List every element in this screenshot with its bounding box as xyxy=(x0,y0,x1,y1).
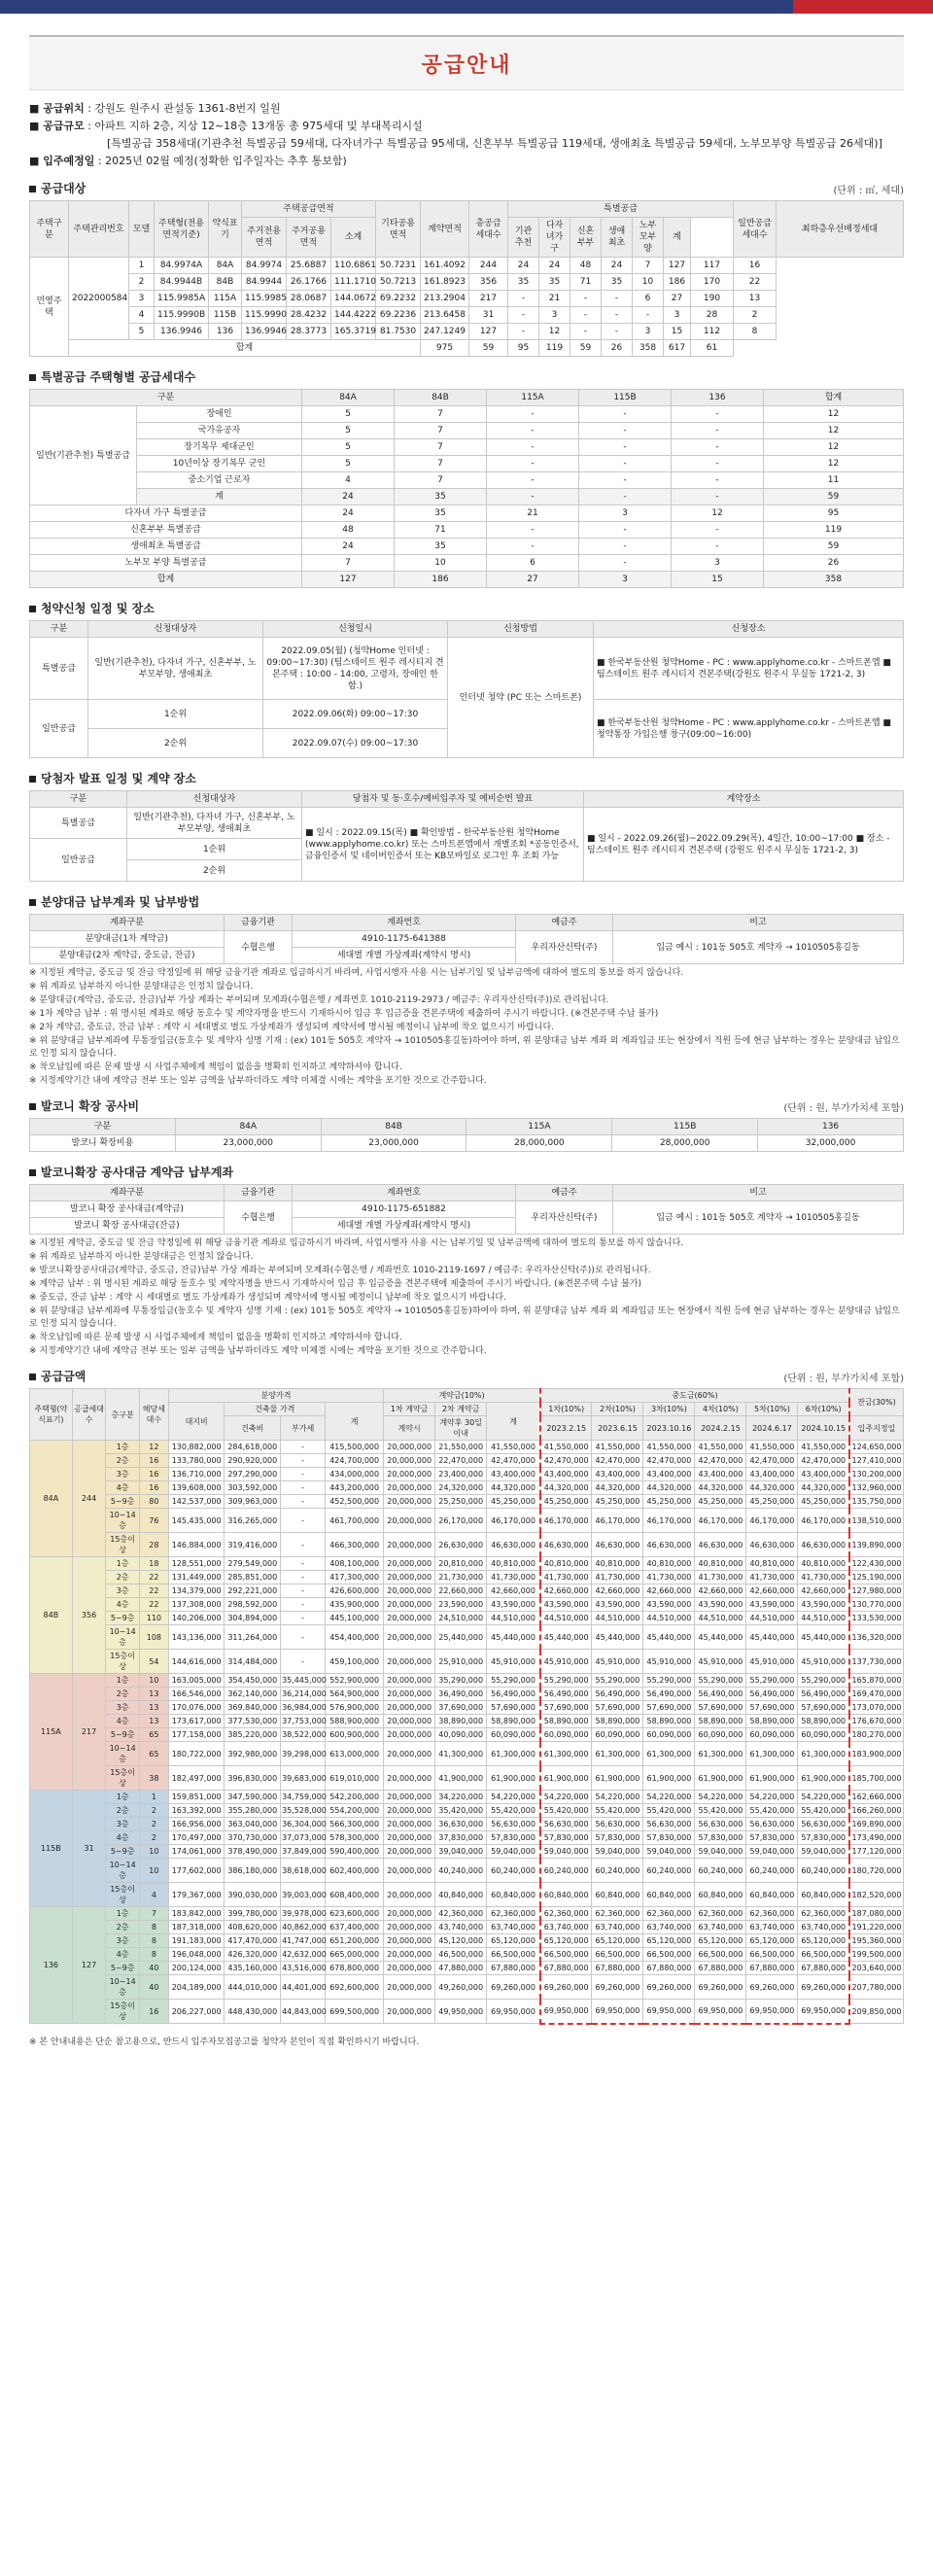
column-header: 계 xyxy=(664,218,691,258)
table-row: 115A 217 1층 10 163,005,000 354,450,000 35,445,000 552,900,000 20,000,000 35,290,000 55,290,000 55,290,000 55,290,000 55,290,000 55,290,000 55,290,000 55,290,000 165,870,000 xyxy=(30,1674,904,1688)
table-row: 2 84.9944B 84B 84.9944 26.1766 111.1710 50.7213 161.8923 356 35 35 71 35 10 186 170 22 xyxy=(30,274,904,291)
application-schedule-table: 구분 신청대상자 신청일시 신청방법 신청장소 특별공급 일반(기관추천), 다자녀 가구, 신혼부부, 노부모부양, 생애최초 2022.09.05(월) (청약Home 인터넷 : 09:00~17:30) (팀스테이트 원주 레시티지 견본주택 : 10:00 - 14:00, 고령자, 장애인 한함.) 인터넷 청약 (PC 또는 스마트폰) ■ 한국부동산원 청약Home - PC : www.applyhome.co.kr - 스마트폰앱 ■ 팀스테이트 원주 레시티지 견본주택(강원도 원주시 무실동 1721-2, 3) 일반공급 1순위 2022.09.06(화) 09:00~17:30 ■ 한국부동산원 청약Home - PC : www.applyhome.co.kr - 스마트폰앱 ■ 청약통장 가입은행 창구(09:00~16:00) 2순위 2022.09.07(수) 09:00~17:30 xyxy=(29,620,904,758)
group-label: 일반(기관추천) 특별공급 xyxy=(30,406,137,505)
note-line: ※ 위 분양대금 납부계좌에 무통장입금(동호수 및 계약자 성명 기재 : (ex) 101동 505호 계약자 → 1010505홍길동)하여야 하며, 위 분양대금 납부 계좌 외 계좌입금 또는 현장에서 직원 등에 현금 납부하는 경우는 분양대금 납입으로 인정 되지 않습니다. xyxy=(29,1306,900,1329)
table-row: 10~14층 108 143,136,000 311,264,000 - 454,400,000 20,000,000 25,440,000 45,440,000 45,440,000 45,440,000 45,440,000 45,440,000 45,440,000 45,440,000 136,320,000 xyxy=(30,1625,904,1650)
note-line: ※ 지정계약기간 내에 계약금 전부 또는 일부 금액을 납부하더라도 계약 미체결 시에는 계약을 포기한 것으로 간주합니다. xyxy=(29,1076,487,1086)
unit-count: 217 xyxy=(72,1674,106,1791)
column-header: 2024.2.15 xyxy=(695,1416,746,1441)
special-supply-section xyxy=(29,368,904,588)
note-line: ※ 지정된 계약금, 중도금 및 잔금 약정일에 위 해당 금융기관 계좌로 입금하시기 바라며, 사업시행자 사용 시는 납부기일 및 납부금액에 대하여 별도의 통보를 하지 않습니다. xyxy=(29,968,684,978)
column-header: 5차(10%) xyxy=(746,1403,798,1416)
title-box xyxy=(29,35,904,90)
table-row: 3층 13 170,076,000 369,840,000 36,984,000 576,900,000 20,000,000 37,690,000 57,690,000 57,690,000 57,690,000 57,690,000 57,690,000 57,690,000 57,690,000 173,070,000 xyxy=(30,1701,904,1715)
note-line: ※ 2차 계약금, 중도금, 잔금 납부 : 계약 시 세대별로 별도 가상계좌가 생성되며 계약서에 명시될 예정이니 납부에 착오 없으시기 바랍니다. xyxy=(29,1023,555,1032)
column-header: 주거전용면적 xyxy=(242,218,287,258)
supply-target-section xyxy=(29,180,904,357)
column-header: 건축물 가격 xyxy=(225,1403,326,1416)
table-row: 5~9층 80 142,537,000 309,963,000 - 452,500,000 20,000,000 25,250,000 45,250,000 45,250,000 45,250,000 45,250,000 45,250,000 45,250,000 45,250,000 135,750,000 xyxy=(30,1495,904,1509)
table-row: 2층 22 131,449,000 285,851,000 - 417,300,000 20,000,000 21,730,000 41,730,000 41,730,000 41,730,000 41,730,000 41,730,000 41,730,000 41,730,000 125,190,000 xyxy=(30,1571,904,1584)
column-header: 계약금(10%) xyxy=(384,1389,540,1403)
payment-notes xyxy=(29,965,904,1086)
column-header: 소계 xyxy=(331,218,376,258)
column-header: 3차(10%) xyxy=(643,1403,695,1416)
unit-label: (단위 : ㎡, 세대) xyxy=(833,186,904,196)
note-line: ※ 지정계약기간 내에 계약금 전부 또는 일부 금액을 납부하더라도 계약 미체결 시에는 계약을 포기한 것으로 간주합니다. xyxy=(29,1346,487,1356)
column-header: 특별공급 xyxy=(508,201,734,218)
table-row: 15층이상 54 144,616,000 314,484,000 - 459,100,000 20,000,000 25,910,000 45,910,000 45,910,000 45,910,000 45,910,000 45,910,000 45,910,000 45,910,000 137,730,000 xyxy=(30,1650,904,1674)
table-row: 10~14층 65 180,722,000 392,980,000 39,298,000 613,000,000 20,000,000 41,300,000 61,300,000 61,300,000 61,300,000 61,300,000 61,300,000 61,300,000 61,300,000 183,900,000 xyxy=(30,1742,904,1766)
unit-type: 136 xyxy=(30,1907,73,2024)
table-row: 3 115.9985A 115A 115.9985 28.0687 144.0672 69.2232 213.2904 217 - 21 - - 6 27 190 13 xyxy=(30,291,904,307)
special-supply-summary: [특별공급 358세대(기관추천 특별공급 59세대, 다자녀가구 특별공급 95세대, 신혼부부 특별공급 119세대, 생애최초 특별공급 59세대, 노부모부양 특별공급 26세대)] xyxy=(107,137,882,150)
unit-type: 84B xyxy=(30,1557,73,1674)
table-row: 10~14층 10 177,602,000 386,180,000 38,618,000 602,400,000 20,000,000 40,240,000 60,240,000 60,240,000 60,240,000 60,240,000 60,240,000 60,240,000 60,240,000 180,720,000 xyxy=(30,1859,904,1883)
mgmt-number: 2022000584 xyxy=(69,258,129,340)
table-row: 115B 31 1층 1 159,851,000 347,590,000 34,759,000 542,200,000 20,000,000 34,220,000 54,220,000 54,220,000 54,220,000 54,220,000 54,220,000 54,220,000 54,220,000 162,660,000 xyxy=(30,1791,904,1804)
total-label: 합계 xyxy=(69,340,421,357)
column-header: 층구분 xyxy=(106,1389,140,1441)
column-header: 주택공급면적 xyxy=(242,201,376,218)
table-row: 4층 22 137,308,000 298,592,000 - 435,900,000 20,000,000 23,590,000 43,590,000 43,590,000 43,590,000 43,590,000 43,590,000 43,590,000 43,590,000 130,770,000 xyxy=(30,1598,904,1612)
house-type: 민영주택 xyxy=(30,258,69,357)
column-header: 2차 계약금 xyxy=(435,1403,487,1416)
supply-price-section xyxy=(29,1368,904,2025)
section-title: 공급대상 xyxy=(41,182,86,195)
header-bar xyxy=(0,0,933,14)
column-header: 일반공급세대수 xyxy=(734,201,777,258)
column-header: 분양가격 xyxy=(168,1389,383,1403)
column-header: 2차(10%) xyxy=(592,1403,643,1416)
section-title: 청약신청 일정 및 장소 xyxy=(41,602,155,615)
column-header: 주택관리번호 xyxy=(69,201,129,258)
table-row: 3층 16 136,710,000 297,290,000 - 434,000,000 20,000,000 23,400,000 43,400,000 43,400,000 43,400,000 43,400,000 43,400,000 43,400,000 43,400,000 130,200,000 xyxy=(30,1468,904,1481)
table-row: 3층 8 191,183,000 417,470,000 41,747,000 651,200,000 20,000,000 45,120,000 65,120,000 65,120,000 65,120,000 65,120,000 65,120,000 65,120,000 65,120,000 195,360,000 xyxy=(30,1934,904,1948)
column-header: 주택형(약식표기) xyxy=(30,1389,73,1441)
note-line: ※ 발코니확장공사대금(계약금, 중도금, 잔금)납부 가상 계좌는 부여되며 모계좌(수협은행 / 계좌번호 1010-2119-1697 / 예금주: 우리자산신탁(주))로 관리됩니다. xyxy=(29,1266,651,1275)
supply-location: 강원도 원주시 관설동 1361-8번지 일원 xyxy=(94,102,281,115)
balcony-cost-table: 구분 84A 84B 115A 115B 136 발코니 확장비용 23,000,000 23,000,000 28,000,000 28,000,000 32,000,000 xyxy=(29,1118,904,1152)
column-header: 최하층우선배정세대 xyxy=(777,201,904,258)
table-row: 2층 16 133,780,000 290,920,000 - 424,700,000 20,000,000 22,470,000 42,470,000 42,470,000 42,470,000 42,470,000 42,470,000 42,470,000 42,470,000 127,410,000 xyxy=(30,1454,904,1468)
column-header: 대지비 xyxy=(168,1403,225,1441)
column-header: 주거공용면적 xyxy=(287,218,331,258)
column-header: 생애최초 xyxy=(602,218,633,258)
column-header: 2023.10.16 xyxy=(643,1416,695,1441)
table-row: 15층이상 38 182,497,000 396,830,000 39,683,000 619,010,000 20,000,000 41,900,000 61,900,000 61,900,000 61,900,000 61,900,000 61,900,000 61,900,000 61,900,000 185,700,000 xyxy=(30,1766,904,1791)
column-header: 구분 xyxy=(30,390,302,406)
unit-type: 115A xyxy=(30,1674,73,1791)
table-row: 136 127 1층 7 183,842,000 399,780,000 39,978,000 623,600,000 20,000,000 42,360,000 62,360,000 62,360,000 62,360,000 62,360,000 62,360,000 62,360,000 62,360,000 187,080,000 xyxy=(30,1907,904,1921)
section-title: 분양대금 납부계좌 및 납부방법 xyxy=(41,895,200,909)
unit-label: (단위 : 원, 부가가치세 포함) xyxy=(783,1103,904,1114)
column-header: 2023.2.15 xyxy=(540,1416,592,1441)
column-header: 115A xyxy=(487,390,579,406)
column-header: 모델 xyxy=(129,201,155,258)
column-header: 노부모부양 xyxy=(633,218,664,258)
footer-note: ※ 본 안내내용은 단순 참고용으로, 반드시 입주자모집공고를 청약자 본인이 직접 확인하시기 바랍니다. xyxy=(29,2036,420,2047)
table-row: 4층 8 196,048,000 426,320,000 42,632,000 665,000,000 20,000,000 46,500,000 66,500,000 66,500,000 66,500,000 66,500,000 66,500,000 66,500,000 66,500,000 199,500,000 xyxy=(30,1948,904,1962)
column-header: 1차 계약금 xyxy=(384,1403,435,1416)
column-header: 부가세 xyxy=(281,1416,326,1441)
unit-count: 244 xyxy=(72,1441,106,1557)
table-row: 2층 8 187,318,000 408,620,000 40,862,000 637,400,000 20,000,000 43,740,000 63,740,000 63,740,000 63,740,000 63,740,000 63,740,000 63,740,000 63,740,000 191,220,000 xyxy=(30,1921,904,1934)
table-row: 15층이상 16 206,227,000 448,430,000 44,843,000 699,500,000 20,000,000 49,950,000 69,950,000 69,950,000 69,950,000 69,950,000 69,950,000 69,950,000 69,950,000 209,850,000 xyxy=(30,2000,904,2024)
table-row: 84B 356 1층 18 128,551,000 279,549,000 - 408,100,000 20,000,000 20,810,000 40,810,000 40,810,000 40,810,000 40,810,000 40,810,000 40,810,000 40,810,000 122,430,000 xyxy=(30,1557,904,1571)
column-header: 84A xyxy=(302,390,395,406)
table-row: 2층 2 163,392,000 355,280,000 35,528,000 554,200,000 20,000,000 35,420,000 55,420,000 55,420,000 55,420,000 55,420,000 55,420,000 55,420,000 55,420,000 166,260,000 xyxy=(30,1804,904,1818)
column-header: 기타공용면적 xyxy=(376,201,421,258)
table-row: 5~9층 65 177,158,000 385,220,000 38,522,000 600,900,000 20,000,000 40,090,000 60,090,000 60,090,000 60,090,000 60,090,000 60,090,000 60,090,000 60,090,000 180,270,000 xyxy=(30,1728,904,1742)
table-row: 민영주택 2022000584 1 84.9974A 84A 84.9974 25.6887 110.6861 50.7231 161.4092 244 24 24 48 24 7 127 117 16 xyxy=(30,258,904,274)
note-line: ※ 착오납입에 따른 문제 발생 시 사업주체에게 책임이 없음을 명확히 인지하고 계약하셔야 합니다. xyxy=(29,1333,402,1342)
column-header: 계약면적 xyxy=(421,201,469,258)
note-line: ※ 위 분양대금 납부계좌에 무통장입금(동호수 및 계약자 성명 기재 : (ex) 101동 505호 계약자 → 1010505홍길동)하여야 하며, 위 분양대금 납부 계좌 외 계좌입금 또는 현장에서 직원 등에 현금 납부하는 경우는 분양대금 납입으로 인정 되지 않습니다. xyxy=(29,1036,900,1059)
column-header: 잔금(30%) xyxy=(849,1389,904,1416)
column-header: 2023.6.15 xyxy=(592,1416,643,1441)
unit-count: 127 xyxy=(72,1907,106,2024)
note-line: ※ 계약금 납부 : 위 명시된 계좌로 해당 동호수 및 계약자명을 반드시 기재하시어 입금 후 입금증을 견본주택에 제출하여 주시기 바랍니다. (※견본주택 수납 불가) xyxy=(29,1279,641,1289)
table-row: 4층 13 173,617,000 377,530,000 37,753,000 588,900,000 20,000,000 38,890,000 58,890,000 58,890,000 58,890,000 58,890,000 58,890,000 58,890,000 58,890,000 176,670,000 xyxy=(30,1715,904,1728)
table-row: 5~9층 40 200,124,000 435,160,000 43,516,000 678,800,000 20,000,000 47,880,000 67,880,000 67,880,000 67,880,000 67,880,000 67,880,000 67,880,000 67,880,000 203,640,000 xyxy=(30,1962,904,1975)
special-supply-table: 구분 84A 84B 115A 115B 136 합계 일반(기관추천) 특별공급 장애인 5 7 - - - 12 국가유공자 5 7 - - - 12 장기복무 제대군인 5 7 - - - 12 10년이상 장기복무 군인 5 7 - - - 12 중소기업 근로자 4 7 - - - 11 계 24 35 - - - 59 다자녀 가구 특별공급 24 35 21 3 12 95 신혼부부 특별공급 48 71 - - - 119 생애최초 특별공급 24 35 - - - 59 노부모 부양 특별공급 7 10 6 - 3 26 합계 127 186 27 3 15 358 xyxy=(29,389,904,588)
column-header: 2024.10.15 xyxy=(798,1416,849,1441)
column-header: 136 xyxy=(672,390,764,406)
column-header: 주택구분 xyxy=(30,201,69,258)
move-in-date: 2025년 02월 예정(정확한 입주일자는 추후 통보함) xyxy=(105,155,347,167)
balcony-account-table: 계좌구분 금융기관 계좌번호 예금주 비고 발코니 확장 공사대금(계약금) 수협은행 4910-1175-651882 우리자산신탁(주) 입금 예시 : 101동 505호 계약자 → 1010505홍길동 발코니 확장 공사대금(잔금) 세대별 개별 가상계좌(계약시 명시) xyxy=(29,1184,904,1235)
table-row: 84A 244 1층 12 130,882,000 284,618,000 - 415,500,000 20,000,000 21,550,000 41,550,000 41,550,000 41,550,000 41,550,000 41,550,000 41,550,000 41,550,000 124,650,000 xyxy=(30,1441,904,1454)
page-title: 공급안내 xyxy=(421,52,512,78)
unit-count: 31 xyxy=(72,1791,106,1907)
column-header: 계약시 xyxy=(384,1416,435,1441)
table-row: 4층 2 170,497,000 370,730,000 37,073,000 578,300,000 20,000,000 37,830,000 57,830,000 57,830,000 57,830,000 57,830,000 57,830,000 57,830,000 57,830,000 173,490,000 xyxy=(30,1831,904,1845)
balcony-account-section xyxy=(29,1164,904,1356)
column-header: 84B xyxy=(395,390,487,406)
column-header: 중도금(60%) xyxy=(540,1389,849,1403)
supply-scale: 아파트 지하 2층, 지상 12~18층 13개동 총 975세대 및 부대복리시설 xyxy=(94,120,423,132)
column-header: 약식표기 xyxy=(209,201,242,258)
table-row: 2층 13 166,546,000 362,140,000 36,214,000 564,900,000 20,000,000 36,490,000 56,490,000 56,490,000 56,490,000 56,490,000 56,490,000 56,490,000 56,490,000 169,470,000 xyxy=(30,1688,904,1701)
table-row: 4 115.9990B 115B 115.9990 28.4232 144.4222 69.2236 213.6458 31 - 3 - - - 3 28 2 xyxy=(30,307,904,324)
column-header: 1차(10%) xyxy=(540,1403,592,1416)
column-header: 건축비 xyxy=(225,1416,281,1441)
column-header: 기관추천 xyxy=(508,218,539,258)
balcony-notes xyxy=(29,1236,904,1356)
note-line: ※ 착오납입에 따른 문제 발생 시 사업주체에게 책임이 없음을 명확히 인지하고 계약하셔야 합니다. xyxy=(29,1062,402,1072)
note-line: ※ 위 계좌로 납부하지 아니한 분양대금은 인정치 않습니다. xyxy=(29,1252,254,1262)
column-header: 계 xyxy=(326,1403,384,1441)
note-line: ※ 1차 계약금 납부 : 위 명시된 계좌로 해당 동호수 및 계약자명을 반드시 기재하시어 입금 후 입금증을 견본주택에 제출하여 주시기 바랍니다. (※견본주택 수납 불가) xyxy=(29,1009,659,1019)
table-row: 3층 22 134,379,000 292,221,000 - 426,600,000 20,000,000 22,660,000 42,660,000 42,660,000 42,660,000 42,660,000 42,660,000 42,660,000 42,660,000 127,980,000 xyxy=(30,1584,904,1598)
application-schedule-section xyxy=(29,600,904,758)
supply-info: ■ 공급위치 : 강원도 원주시 관설동 1361-8번지 일원 ■ 공급규모 : 아파트 지하 2층, 지상 12~18층 13개동 총 975세대 및 부대복리시설 [특별공급 358세대(기관추천 특별공급 59세대, 다자녀가구 특별공급 95세대, 신혼부부 특별공급 119세대, 생애최초 특별공급 59세대, 노부모부양 특별공급 26세대)] ■ 입주예정일 : 2025년 02월 예정(정확한 입주일자는 추후 통보함) xyxy=(29,100,904,168)
table-row: 10~14층 76 145,435,000 316,265,000 - 461,700,000 20,000,000 26,170,000 46,170,000 46,170,000 46,170,000 46,170,000 46,170,000 46,170,000 46,170,000 138,510,000 xyxy=(30,1509,904,1533)
section-title: 특별공급 주택형별 공급세대수 xyxy=(41,370,196,384)
table-row: 4층 16 139,608,000 303,592,000 - 443,200,000 20,000,000 24,320,000 44,320,000 44,320,000 44,320,000 44,320,000 44,320,000 44,320,000 44,320,000 132,960,000 xyxy=(30,1481,904,1495)
unit-type: 115B xyxy=(30,1791,73,1907)
note-line: ※ 위 계좌로 납부하지 아니한 분양대금은 인정치 않습니다. xyxy=(29,982,254,992)
column-header: 합계 xyxy=(764,390,904,406)
payment-account-table: 계좌구분 금융기관 계좌번호 예금주 비고 분양대금(1차 계약금) 수협은행 4910-1175-641388 우리자산신탁(주) 입금 예시 : 101동 505호 계약자 → 1010505홍길동 분양대금(2차 계약금, 중도금, 잔금) 세대별 개별 가상계좌(계약시 명시) xyxy=(29,914,904,964)
column-header: 6차(10%) xyxy=(798,1403,849,1416)
table-row: 10~14층 40 204,189,000 444,010,000 44,401,000 692,600,000 20,000,000 49,260,000 69,260,000 69,260,000 69,260,000 69,260,000 69,260,000 69,260,000 69,260,000 207,780,000 xyxy=(30,1975,904,2000)
note-line: ※ 분양대금(계약금, 중도금, 잔금)납부 가상 계좌는 부여되며 모계좌(수협은행 / 계좌번호 1010-2119-2973 / 예금주: 우리자산신탁(주))로 관리됩니다. xyxy=(29,995,609,1005)
column-header: 4차(10%) xyxy=(695,1403,746,1416)
column-header: 해당세대수 xyxy=(139,1389,168,1441)
column-header: 2024.6.17 xyxy=(746,1416,798,1441)
table-row: 3층 2 166,956,000 363,040,000 36,304,000 566,300,000 20,000,000 36,630,000 56,630,000 56,630,000 56,630,000 56,630,000 56,630,000 56,630,000 56,630,000 169,890,000 xyxy=(30,1818,904,1831)
unit-label: (단위 : 원, 부가가치세 포함) xyxy=(783,1374,904,1384)
payment-account-section xyxy=(29,893,904,1086)
table-row: 15층이상 28 146,884,000 319,416,000 - 466,300,000 20,000,000 26,630,000 46,630,000 46,630,000 46,630,000 46,630,000 46,630,000 46,630,000 46,630,000 139,890,000 xyxy=(30,1533,904,1557)
winner-announcement-section xyxy=(29,770,904,882)
note-line: ※ 지정된 계약금, 중도금 및 잔금 약정일에 위 해당 금융기관 계좌로 입금하시기 바라며, 사업시행자 사용 시는 납부기일 및 납부금액에 대하여 별도의 통보를 하지 않습니다. xyxy=(29,1238,684,1248)
supply-target-table: 주택구분 주택관리번호 모델 주택형(전용면적기준) 약식표기 주택공급면적 기타공용면적 계약면적 총공급세대수 특별공급 일반공급세대수 최하층우선배정세대 주거전용면적 주거공용면적 소계 기관추천 다자녀가구 신혼부부 생애최초 노부모부양 계 민영주택 2022000584 1 84.9974A 84A 84.9974 25.6887 110.6861 50.7231 161.4092 244 24 24 48 24 7 127 117 16 2 84.9944B 84B 84.9944 26.1766 111.1710 50.7213 161.8923 356 35 35 71 35 10 186 170 22 3 115.9985A 115A 115.9985 28.0687 144.0672 69.2232 213.2904 217 - 21 - - 6 27 190 13 4 115.9990B 115B 115.9990 28.4232 144.4222 69.2236 213.6458 31 - 3 - - - 3 28 2 5 136.9946 136 136.9946 28.3773 165.3719 81.7530 247.1249 127 - 12 - - 3 15 112 8 합계 975 59 95 119 59 26 358 617 61 xyxy=(29,200,904,357)
note-line: ※ 중도금, 잔금 납부 : 계약 시 세대별로 별도 가상계좌가 생성되며 계약서에 명시될 예정이니 납부에 착오 없으시기 바랍니다. xyxy=(29,1293,506,1303)
column-header: 다자녀가구 xyxy=(539,218,570,258)
table-row: 15층이상 4 179,367,000 390,030,000 39,003,000 608,400,000 20,000,000 40,840,000 60,840,000 60,840,000 60,840,000 60,840,000 60,840,000 60,840,000 60,840,000 182,520,000 xyxy=(30,1883,904,1907)
supply-price-table xyxy=(29,1388,904,2025)
table-row: 5~9층 10 174,061,000 378,490,000 37,849,000 590,400,000 20,000,000 39,040,000 59,040,000 59,040,000 59,040,000 59,040,000 59,040,000 59,040,000 59,040,000 177,120,000 xyxy=(30,1845,904,1859)
balcony-cost-section xyxy=(29,1097,904,1152)
column-header: 계 xyxy=(487,1403,540,1441)
column-header: 입주지정일 xyxy=(849,1416,904,1441)
column-header: 115B xyxy=(579,390,672,406)
section-title: 발코니확장 공사대금 계약금 납부계좌 xyxy=(41,1166,234,1179)
section-title: 발코니 확장 공사비 xyxy=(41,1099,140,1113)
unit-type: 84A xyxy=(30,1441,73,1557)
winner-announcement-table: 구분 신청대상자 당첨자 및 동·호수/예비입주자 및 예비순번 발표 계약장소 특별공급 일반(기관추천), 다자녀 가구, 신혼부부, 노부모부양, 생애최초 ■ 일시 : 2022.09.15(목) ■ 확인방법 - 한국부동산원 청약Home (www.applyhome.co.kr) 또는 스마트폰앱에서 개별조회 *공동인증서, 금융인증서 및 네이버인증서 또는 KB모바일로 로그인 후 조회 가능 ■ 일시 - 2022.09.26(월)~2022.09.29(목), 4일간, 10:00~17:00 ■ 장소 - 팀스테이트 원주 레시티지 견본주택 (강원도 원주시 무실동 1721-2, 3) 일반공급 1순위 2순위 xyxy=(29,790,904,882)
column-header: 공급세대수 xyxy=(72,1389,106,1441)
unit-count: 356 xyxy=(72,1557,106,1674)
section-title: 공급금액 xyxy=(41,1370,86,1383)
table-row: 5~9층 110 140,206,000 304,894,000 - 445,100,000 20,000,000 24,510,000 44,510,000 44,510,000 44,510,000 44,510,000 44,510,000 44,510,000 44,510,000 133,530,000 xyxy=(30,1612,904,1625)
section-title: 당첨자 발표 일정 및 계약 장소 xyxy=(41,772,196,785)
column-header: 신혼부부 xyxy=(570,218,602,258)
column-header: 계약후 30일이내 xyxy=(435,1416,487,1441)
table-row: 5 136.9946 136 136.9946 28.3773 165.3719 81.7530 247.1249 127 - 12 - - 3 15 112 8 xyxy=(30,324,904,340)
column-header: 주택형(전용면적기준) xyxy=(155,201,209,258)
column-header: 총공급세대수 xyxy=(469,201,508,258)
